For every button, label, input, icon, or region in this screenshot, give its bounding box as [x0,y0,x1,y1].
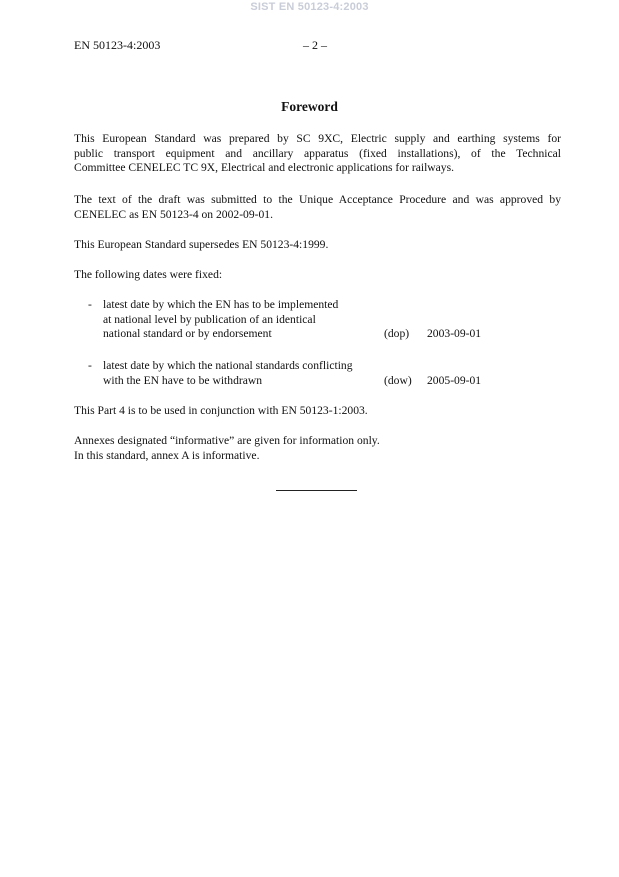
paragraph-line: public transport equipment and ancillary apparatus (fixed installations), of the Technical [74,146,561,160]
paragraph-annexes [74,434,561,463]
paragraph-line: In this standard, annex A is informative. [74,448,260,462]
paragraph-approval [74,193,561,222]
date-item-line: at national level by publication of an identical [103,312,316,326]
paragraph-line: The text of the draft was submitted to the Unique Acceptance Procedure and was approved by [74,193,561,206]
paragraph-supersedes: This European Standard supersedes EN 50123-4:1999. [74,238,329,251]
bullet-dash: - [88,298,92,311]
header-page-number: – 2 – [303,38,327,52]
date-item-line: national standard or by endorsement [103,327,272,340]
end-rule [276,490,357,491]
date-item-text [103,359,403,388]
paragraph-line: Annexes designated “informative” are given for information only. [74,434,380,447]
date-code-dow: (dow) [384,373,412,387]
date-value-dow: 2005-09-01 [427,373,482,387]
bullet-dash: - [88,359,92,372]
date-item-text [103,298,393,342]
paragraph-line: Committee CENELEC TC 9X, Electrical and electronic applications for railways. [74,161,455,174]
paragraph-line: CENELEC as EN 50123-4 on 2002-09-01. [74,207,274,221]
date-value-dop: 2003-09-01 [427,327,482,340]
paragraph-line: This European Standard was prepared by SC 9XC, Electric supply and earthing systems for [74,132,561,145]
paragraph-dates-intro: The following dates were fixed: [74,268,223,281]
paragraph-part4-usage: This Part 4 is to be used in conjunction with EN 50123-1:2003. [74,404,368,417]
date-code-dop: (dop) [384,327,410,340]
watermark: SIST EN 50123-4:2003 [250,1,369,13]
header-document-id: EN 50123-4:2003 [74,38,161,52]
paragraph-prepared-by [74,132,561,176]
date-item-line: latest date by which the national standards conflicting [103,359,353,372]
date-item-line: latest date by which the EN has to be implemented [103,298,339,311]
page-title: Foreword [281,99,338,114]
date-item-line: with the EN have to be withdrawn [103,373,263,387]
